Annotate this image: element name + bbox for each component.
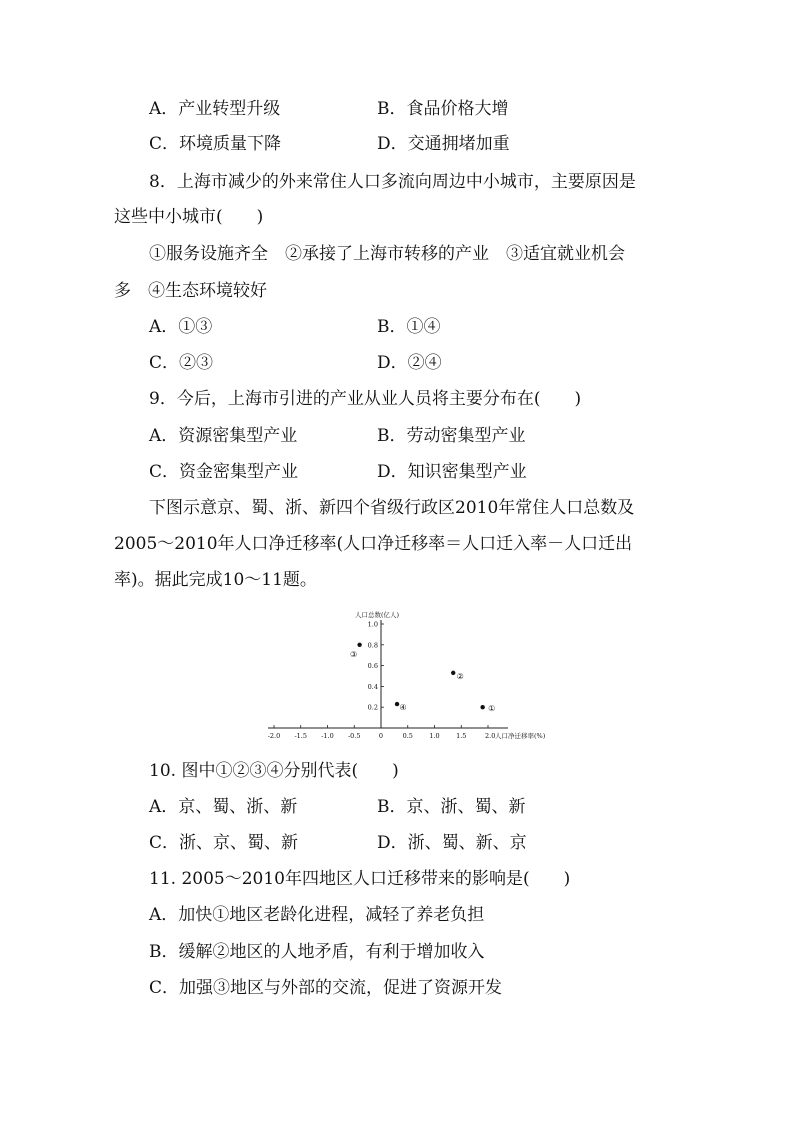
data-point-label: ③ [350,649,358,659]
intro-line1: 下图示意京、蜀、浙、新四个省级行政区2010年常住人口总数及 [149,498,635,518]
x-tick-label: -2.0 [267,732,281,740]
y-tick-label: 1.0 [367,620,378,629]
q9-option-d: D．知识密集型产业 [377,462,527,482]
q10-option-d: D．浙、蜀、新、京 [377,833,527,853]
x-tick-label: -0.5 [347,732,361,740]
y-tick-label: 0.8 [367,641,378,650]
data-point-label: ④ [399,703,407,713]
q8-option-b: B．①④ [377,317,441,337]
q9-option-a: A．资源密集型产业 [149,426,298,446]
x-tick-label: 1.0 [429,732,440,740]
q9-option-b: B．劳动密集型产业 [377,426,526,446]
q7-option-b: B．食品价格大增 [377,99,509,119]
q10-option-b: B．京、浙、蜀、新 [377,797,526,817]
x-tick-label: 2.0 [485,732,496,740]
q8-stem-line1: 8．上海市减少的外来常住人口多流向周边中小城市，主要原因是 [149,172,636,192]
data-point [451,671,455,675]
q11-option-b: B．缓解②地区的人地矛盾，有利于增加收入 [149,942,485,962]
chart-axes [268,610,546,740]
q8-option-d: D．②④ [377,353,442,373]
q8-stem-line2: 这些中小城市( ) [114,207,264,227]
q10-option-a: A．京、蜀、浙、新 [149,797,298,817]
q8-option-c: C．②③ [149,353,214,373]
y-axis-label: 人口总数(亿人) [355,611,400,619]
y-tick-label: 0.6 [367,662,378,671]
q9-option-c: C．资金密集型产业 [149,462,299,482]
population-scatter-chart [262,604,562,744]
data-point-label: ① [488,704,496,714]
q10-option-c: C．浙、京、蜀、新 [149,833,299,853]
q7-option-a: A．产业转型升级 [149,99,281,119]
q10-stem: 10. 图中①②③④分别代表( ) [149,761,399,781]
x-tick-label: 0.5 [402,732,413,740]
x-tick-label: -1.0 [321,732,334,740]
q11-stem: 11. 2005～2010年四地区人口迁移带来的影响是( ) [149,869,571,889]
q9-stem: 9．今后，上海市引进的产业从业人员将主要分布在( ) [149,389,582,409]
q8-option-a: A．①③ [149,317,213,337]
q7-option-c: C．环境质量下降 [149,134,282,154]
x-tick-label: 0 [378,732,384,740]
y-tick-label: 0.2 [367,703,378,712]
x-tick-label: 1.5 [456,732,467,740]
x-tick-label: -1.5 [294,732,308,740]
intro-line3: 率)。据此完成10～11题。 [114,570,317,590]
y-tick-label: 0.4 [367,682,378,691]
q8-items-line2: 多 ④生态环境较好 [114,281,267,301]
data-point [480,705,484,709]
chart-marks [350,643,495,714]
data-point-label: ② [456,671,464,681]
q11-option-c: C．加强③地区与外部的交流，促进了资源开发 [149,978,503,998]
intro-line2: 2005～2010年人口净迁移率(人口净迁移率＝人口迁入率－人口迁出 [114,534,633,554]
q8-items-line1: ①服务设施齐全 ②承接了上海市转移的产业 ③适宜就业机会 [149,244,625,264]
data-point [357,643,361,647]
x-axis-label: 人口净迁移率(%) [495,732,546,740]
q11-option-a: A．加快①地区老龄化进程，减轻了养老负担 [149,905,485,925]
q7-option-d: D．交通拥堵加重 [377,134,510,154]
